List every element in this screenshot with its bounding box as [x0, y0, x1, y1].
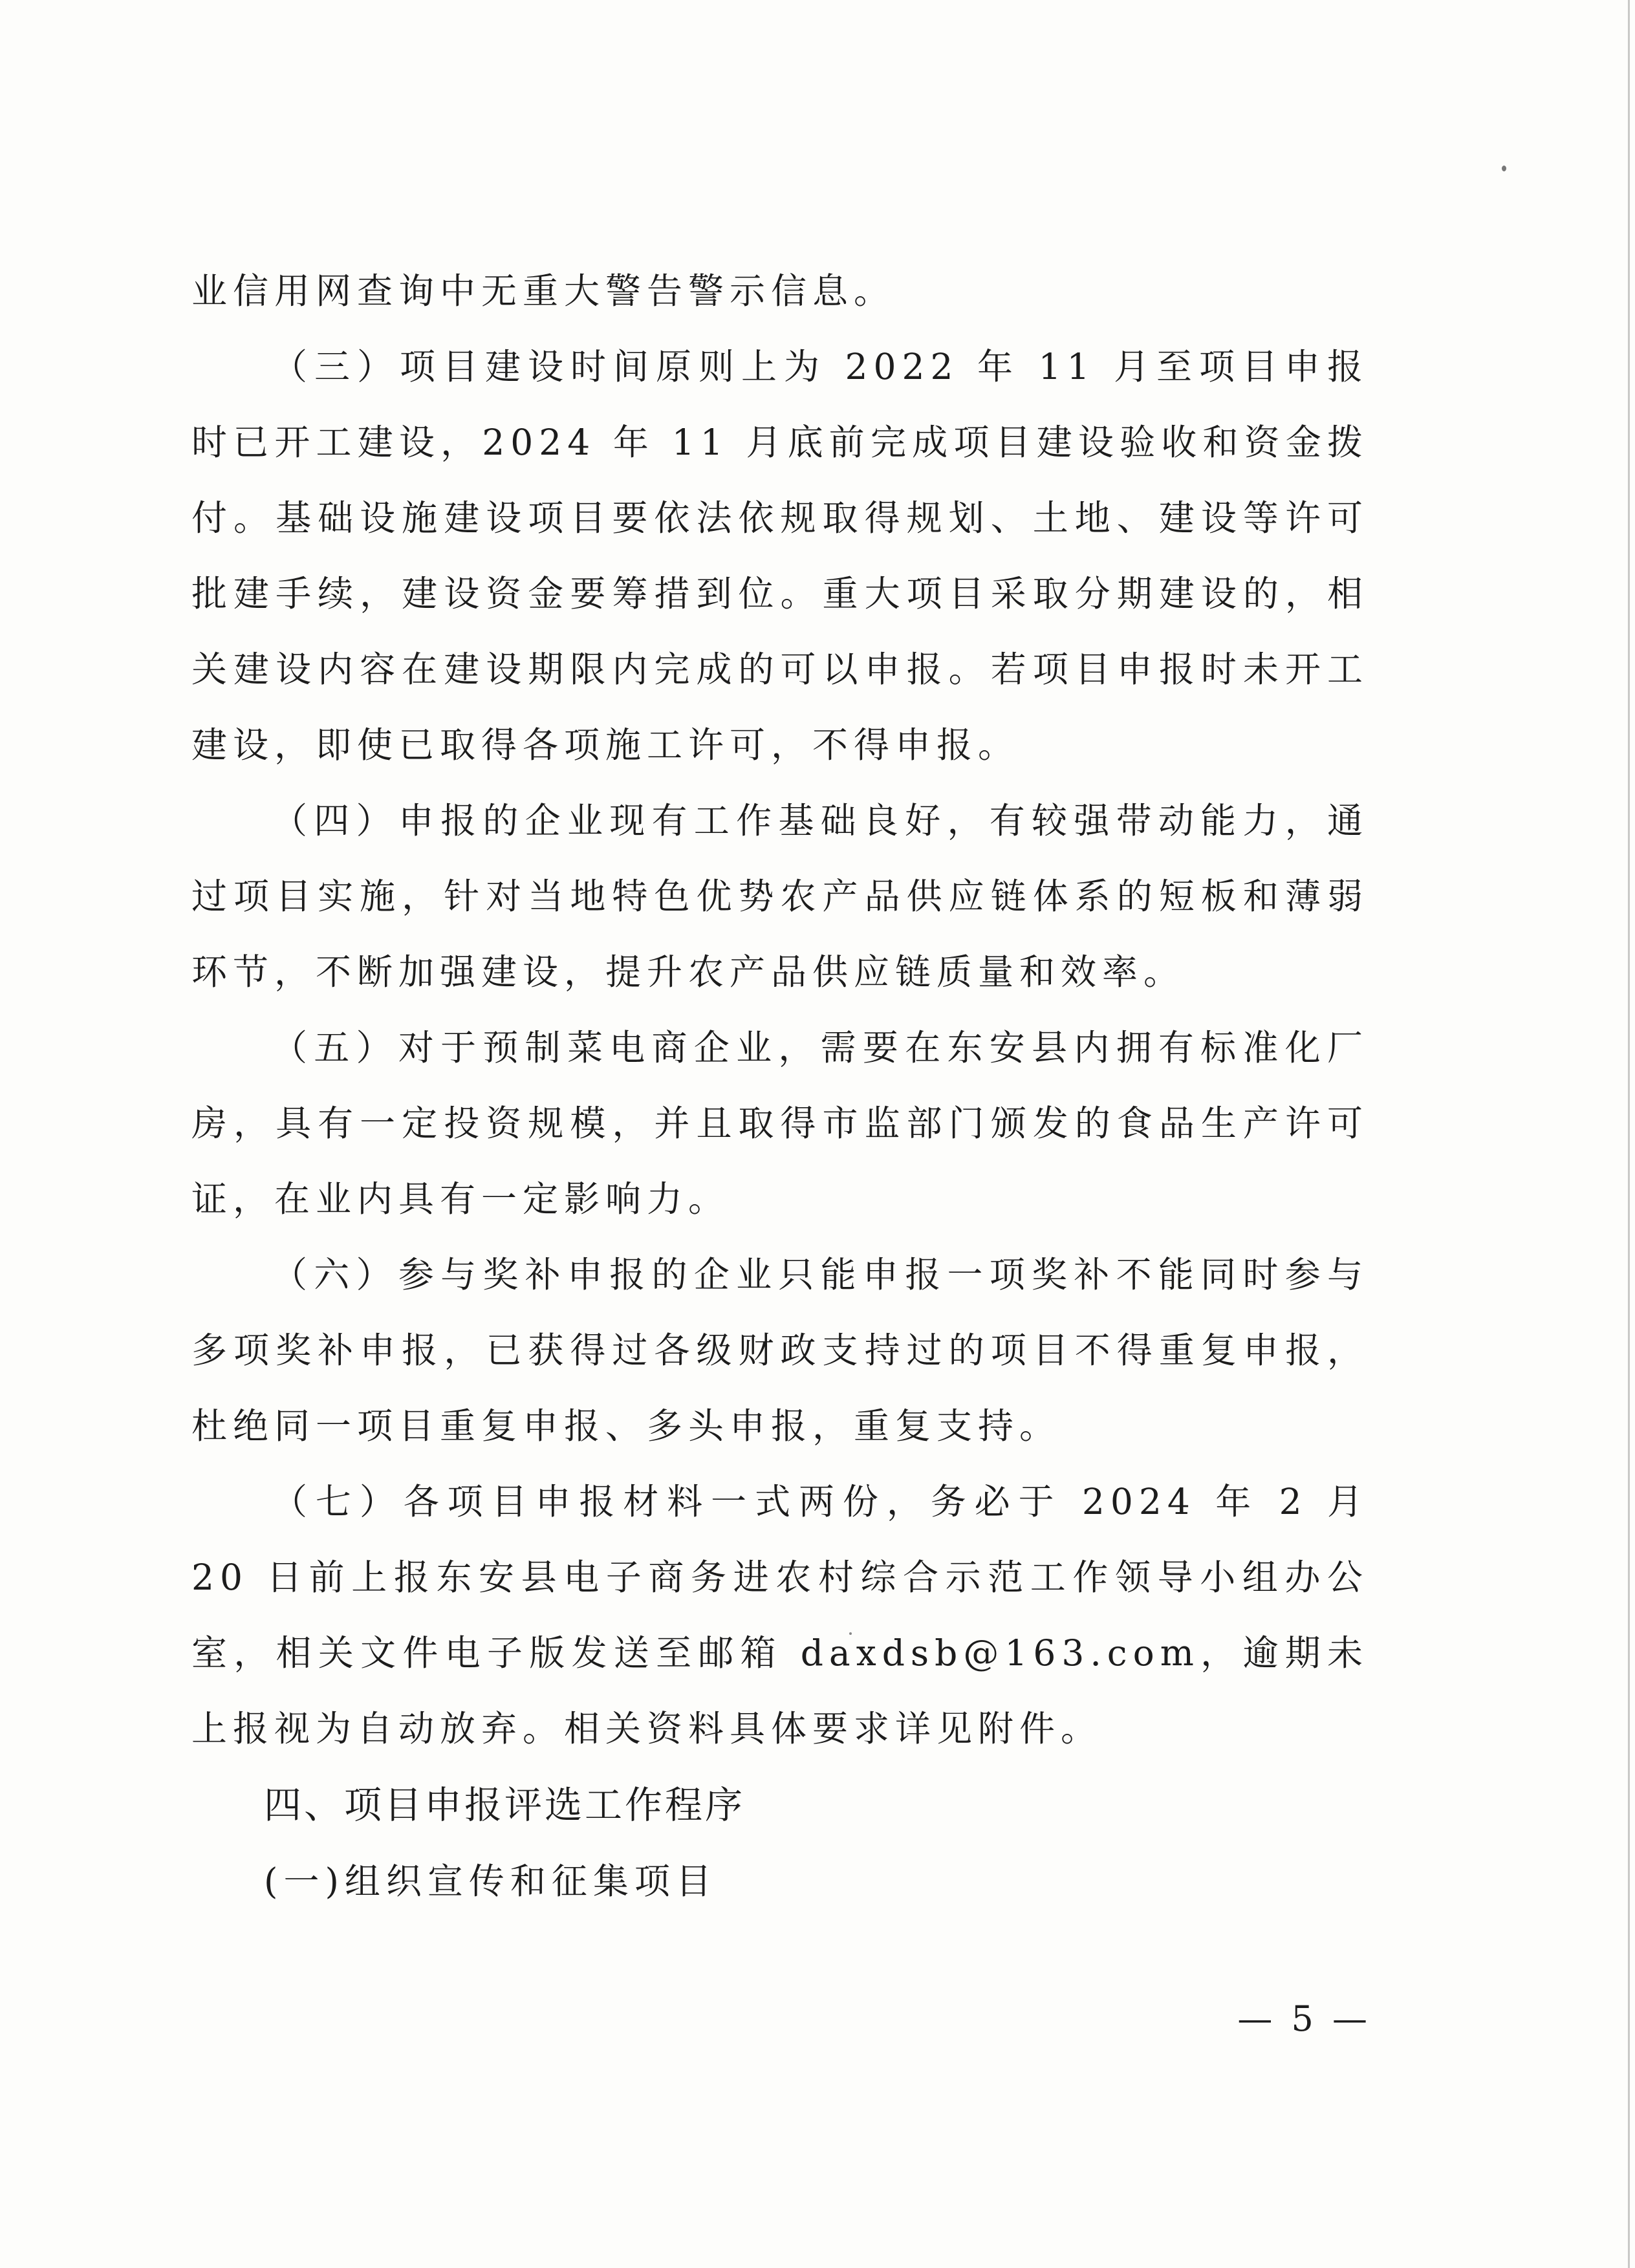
body-text [191, 254, 1369, 1919]
section-heading: 四、项目申报评选工作程序 [264, 1783, 746, 1827]
page-number: — 5 — [1237, 1998, 1371, 2039]
scan-edge-line [1628, 0, 1630, 2268]
subsection-heading: (一)组织宣传和征集项目 [264, 1861, 717, 1902]
paragraph-item-3-construction-time: （三）项目建设时间原则上为 2022 年 11 月至项目申报时已开工建设，2024 年 11 月底前完成项目建设验收和资金拨付。基础设施建设项目要依法依规取得规划、土地、建设等许可批建手续，建设资金要筹措到位。重大项目采取分期建设的，相关建设内容在建设期限内完成的可以申报。若项目申报时未开工建设，即使已取得各项施工许可，不得申报。 [191, 346, 1369, 766]
scan-speck [1502, 166, 1506, 171]
paragraph-item-4-enterprise-foundation: （四）申报的企业现有工作基础良好，有较强带动能力，通过项目实施，针对当地特色优势农产品供应链体系的短板和薄弱环节，不断加强建设，提升农产品供应链质量和效率。 [191, 800, 1369, 993]
paragraph-item-5-prepared-food: （五）对于预制菜电商企业，需要在东安县内拥有标准化厂房，具有一定投资规模，并且取得市监部门颁发的食品生产许可证，在业内具有一定影响力。 [191, 1027, 1369, 1220]
paragraph-item-6-single-application: （六）参与奖补申报的企业只能申报一项奖补不能同时参与多项奖补申报，已获得过各级财政支持过的项目不得重复申报，杜绝同一项目重复申报、多头申报，重复支持。 [191, 1254, 1369, 1447]
paragraph-item-7-submission: （七）各项目申报材料一式两份，务必于 2024 年 2 月 20 日前上报东安县电子商务进农村综合示范工作领导小组办公室，相关文件电子版发送至邮箱 daxdsb@163.com，逾期未上报视为自动放弃。相关资料具体要求详见附件。 [191, 1481, 1369, 1749]
paragraph-credit-continuation: 业信用网查询中无重大警告警示信息。 [191, 270, 896, 312]
